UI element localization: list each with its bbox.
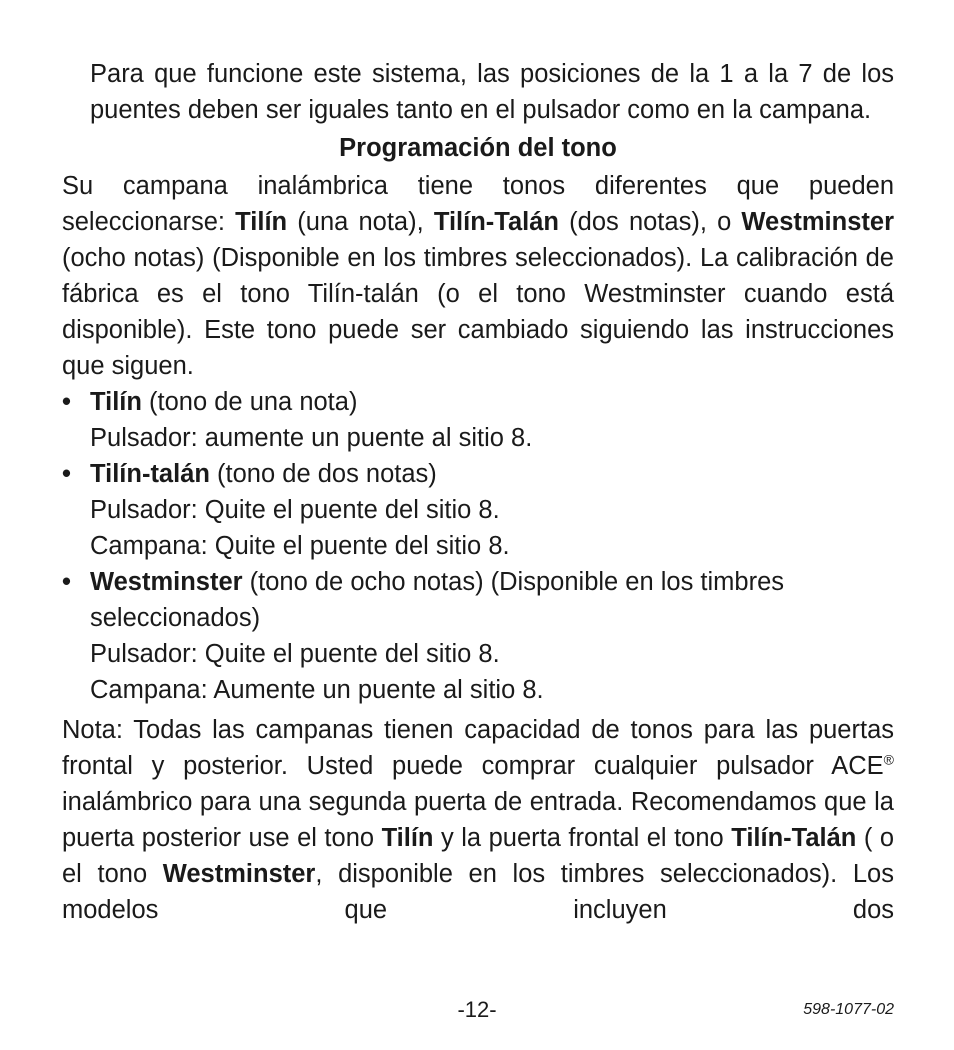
list-item-westminster: [62, 564, 894, 708]
list-item-tilin-talan: [62, 456, 894, 564]
tone-options-list: [62, 384, 894, 708]
text-run: Nota: Todas las campanas tienen capacidad de tonos para las puertas frontal y posterior. Usted puede comprar cualquier pulsador ACE: [62, 716, 894, 780]
tone-name-tilin-talan: Tilín-Talán: [731, 824, 857, 852]
tone-name-westminster: Westminster: [741, 208, 894, 236]
list-item-tilin: [62, 384, 894, 456]
page-number: -12-: [457, 997, 497, 1022]
text-run: (dos notas), o: [559, 208, 742, 236]
bullet-icon: •: [62, 568, 71, 596]
option-name: Tilín: [90, 388, 142, 416]
bullet-icon: •: [62, 460, 71, 488]
tone-description-paragraph: [62, 168, 894, 384]
text-run: (una nota),: [287, 208, 434, 236]
tone-name-westminster: Westminster: [162, 860, 316, 888]
option-instruction: Pulsador: Quite el puente del sitio 8.: [90, 640, 500, 668]
text-run: , disponible en los timbres seleccionados). Los modelos que incluyen dos: [62, 860, 894, 924]
option-desc: (tono de ocho notas) (Disponible en los timbres seleccionados): [90, 568, 785, 632]
option-instruction: Pulsador: Quite el puente del sitio 8.: [90, 496, 500, 524]
text-run: y la puerta frontal el tono: [433, 824, 732, 852]
tone-name-tilin: Tilín: [381, 824, 434, 852]
document-code: 598-1077-02: [803, 1001, 894, 1018]
tone-name-tilin-talan: Tilín-Talán: [433, 208, 560, 236]
option-instruction: Campana: Quite el puente del sitio 8.: [90, 532, 510, 560]
tone-name-tilin: Tilín: [235, 208, 288, 236]
text-run: Su campana inalámbrica tiene tonos diferentes que pueden seleccionarse:: [62, 172, 894, 236]
registered-mark: ®: [883, 751, 894, 768]
section-heading: Programación del tono: [339, 134, 617, 162]
option-instruction: Pulsador: aumente un puente al sitio 8.: [90, 424, 533, 452]
text-run: ( o el tono: [62, 824, 895, 888]
page-body: [62, 56, 894, 928]
bullet-icon: •: [62, 388, 71, 416]
text-run: (ocho notas) (Disponible en los timbres seleccionados). La calibración de fábrica es el tono Tilín-talán (o el tono Westminster cuando está disponible). Este tono puede ser cambiado siguiendo las instrucciones que siguen.: [62, 244, 894, 380]
option-desc: (tono de una nota): [141, 388, 358, 416]
option-instruction: Campana: Aumente un puente al sitio 8.: [90, 676, 544, 704]
note-paragraph: [62, 712, 894, 928]
text-run: inalámbrico para una segunda puerta de entrada. Recomendamos que la puerta posterior use el tono: [62, 788, 894, 852]
option-desc: (tono de dos notas): [209, 460, 437, 488]
option-name: Tilín-talán: [90, 460, 210, 488]
intro-paragraph: Para que funcione este sistema, las posiciones de la 1 a la 7 de los puentes deben ser iguales tanto en el pulsador como en la campana.: [90, 60, 894, 124]
option-name: Westminster: [90, 568, 243, 596]
